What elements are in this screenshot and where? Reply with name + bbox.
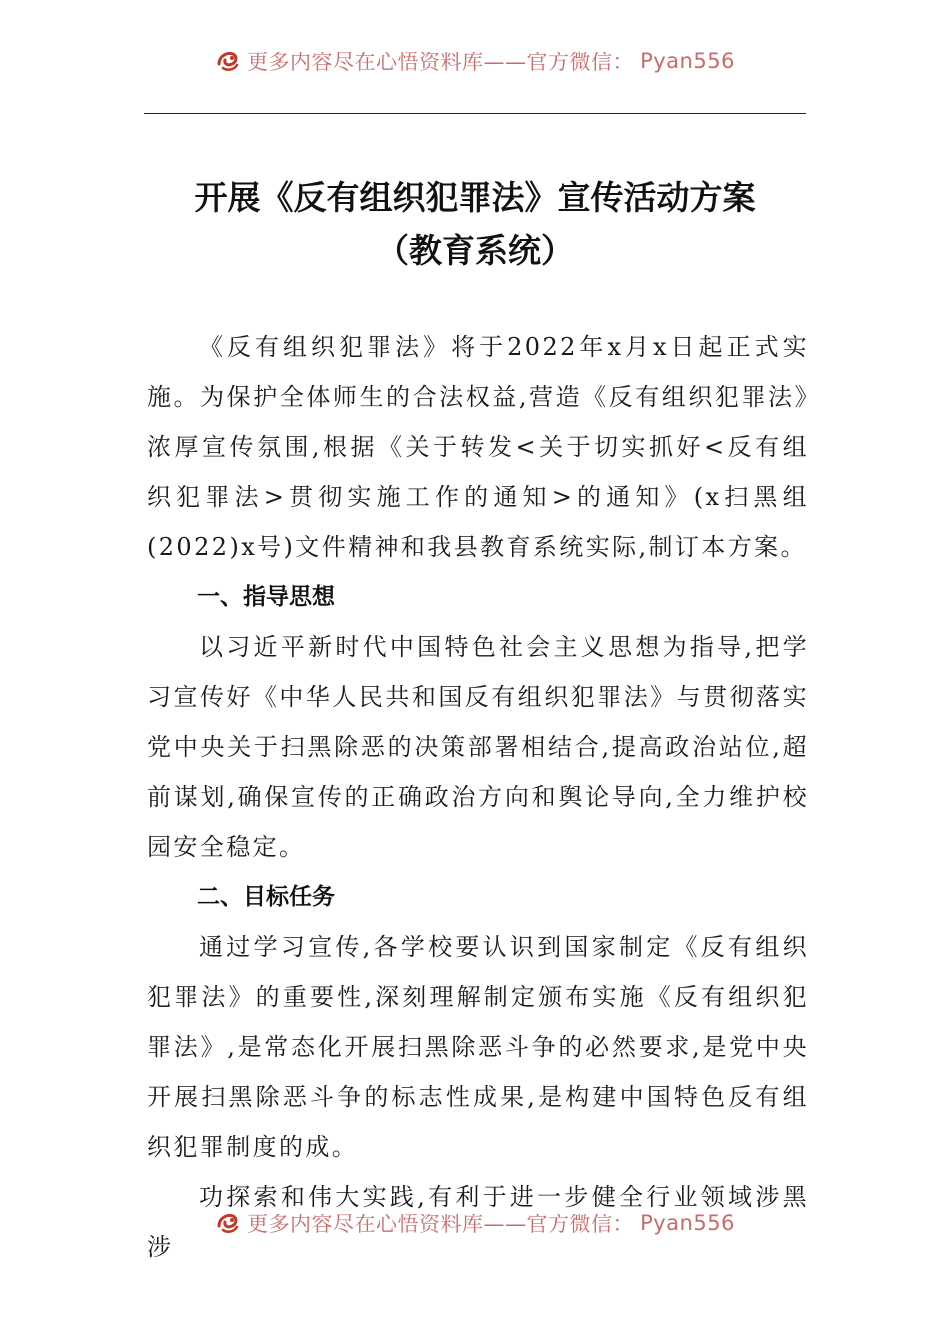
watermark-header: [0, 52, 950, 82]
intro-paragraph: 《反有组织犯罪法》将于2022年x月x日起正式实施。为保护全体师生的合法权益,营造《反有组织犯罪法》浓厚宣传氛围,根据《关于转发<关于切实抓好<反有组织犯罪法>贯彻实施工作的通知>的通知》(x扫黑组(2022)x号)文件精神和我县教育系统实际,制订本方案。: [147, 333, 809, 561]
logo-icon: [215, 52, 241, 74]
watermark-footer: [0, 1214, 950, 1244]
section-heading-2: 二、目标任务: [197, 884, 335, 910]
section-heading-1: 一、指导思想: [197, 584, 335, 610]
watermark-text: 更多内容尽在心悟资料库——官方微信：: [247, 52, 635, 74]
header-divider: [144, 113, 806, 114]
section-body-1: 以习近平新时代中国特色社会主义思想为指导,把学习宣传好《中华人民共和国反有组织犯罪法》与贯彻落实党中央关于扫黑除恶的决策部署相结合,提高政治站位,超前谋划,确保宣传的正确政治方向和舆论导向,全力维护校园安全稳定。: [147, 633, 809, 861]
watermark-text: 更多内容尽在心悟资料库——官方微信：: [247, 1214, 635, 1236]
page-title: 开展《反有组织犯罪法》宣传活动方案: [194, 178, 756, 217]
watermark-account: Pyan556: [640, 52, 735, 73]
logo-icon: [215, 1214, 241, 1236]
section-body-2: 通过学习宣传,各学校要认识到国家制定《反有组织犯罪法》的重要性,深刻理解制定颁布实施《反有组织犯罪法》,是常态化开展扫黑除恶斗争的必然要求,是党中央开展扫黑除恶斗争的标志性成果,是构建中国特色反有组织犯罪制度的成。: [147, 933, 809, 1161]
watermark-account: Pyan556: [640, 1214, 735, 1235]
section-body-2-continuation: 功探索和伟大实践,有利于进一步健全行业领域涉黑涉: [147, 1183, 809, 1261]
document-body: [147, 322, 809, 1272]
page-subtitle: （教育系统）: [376, 231, 574, 270]
